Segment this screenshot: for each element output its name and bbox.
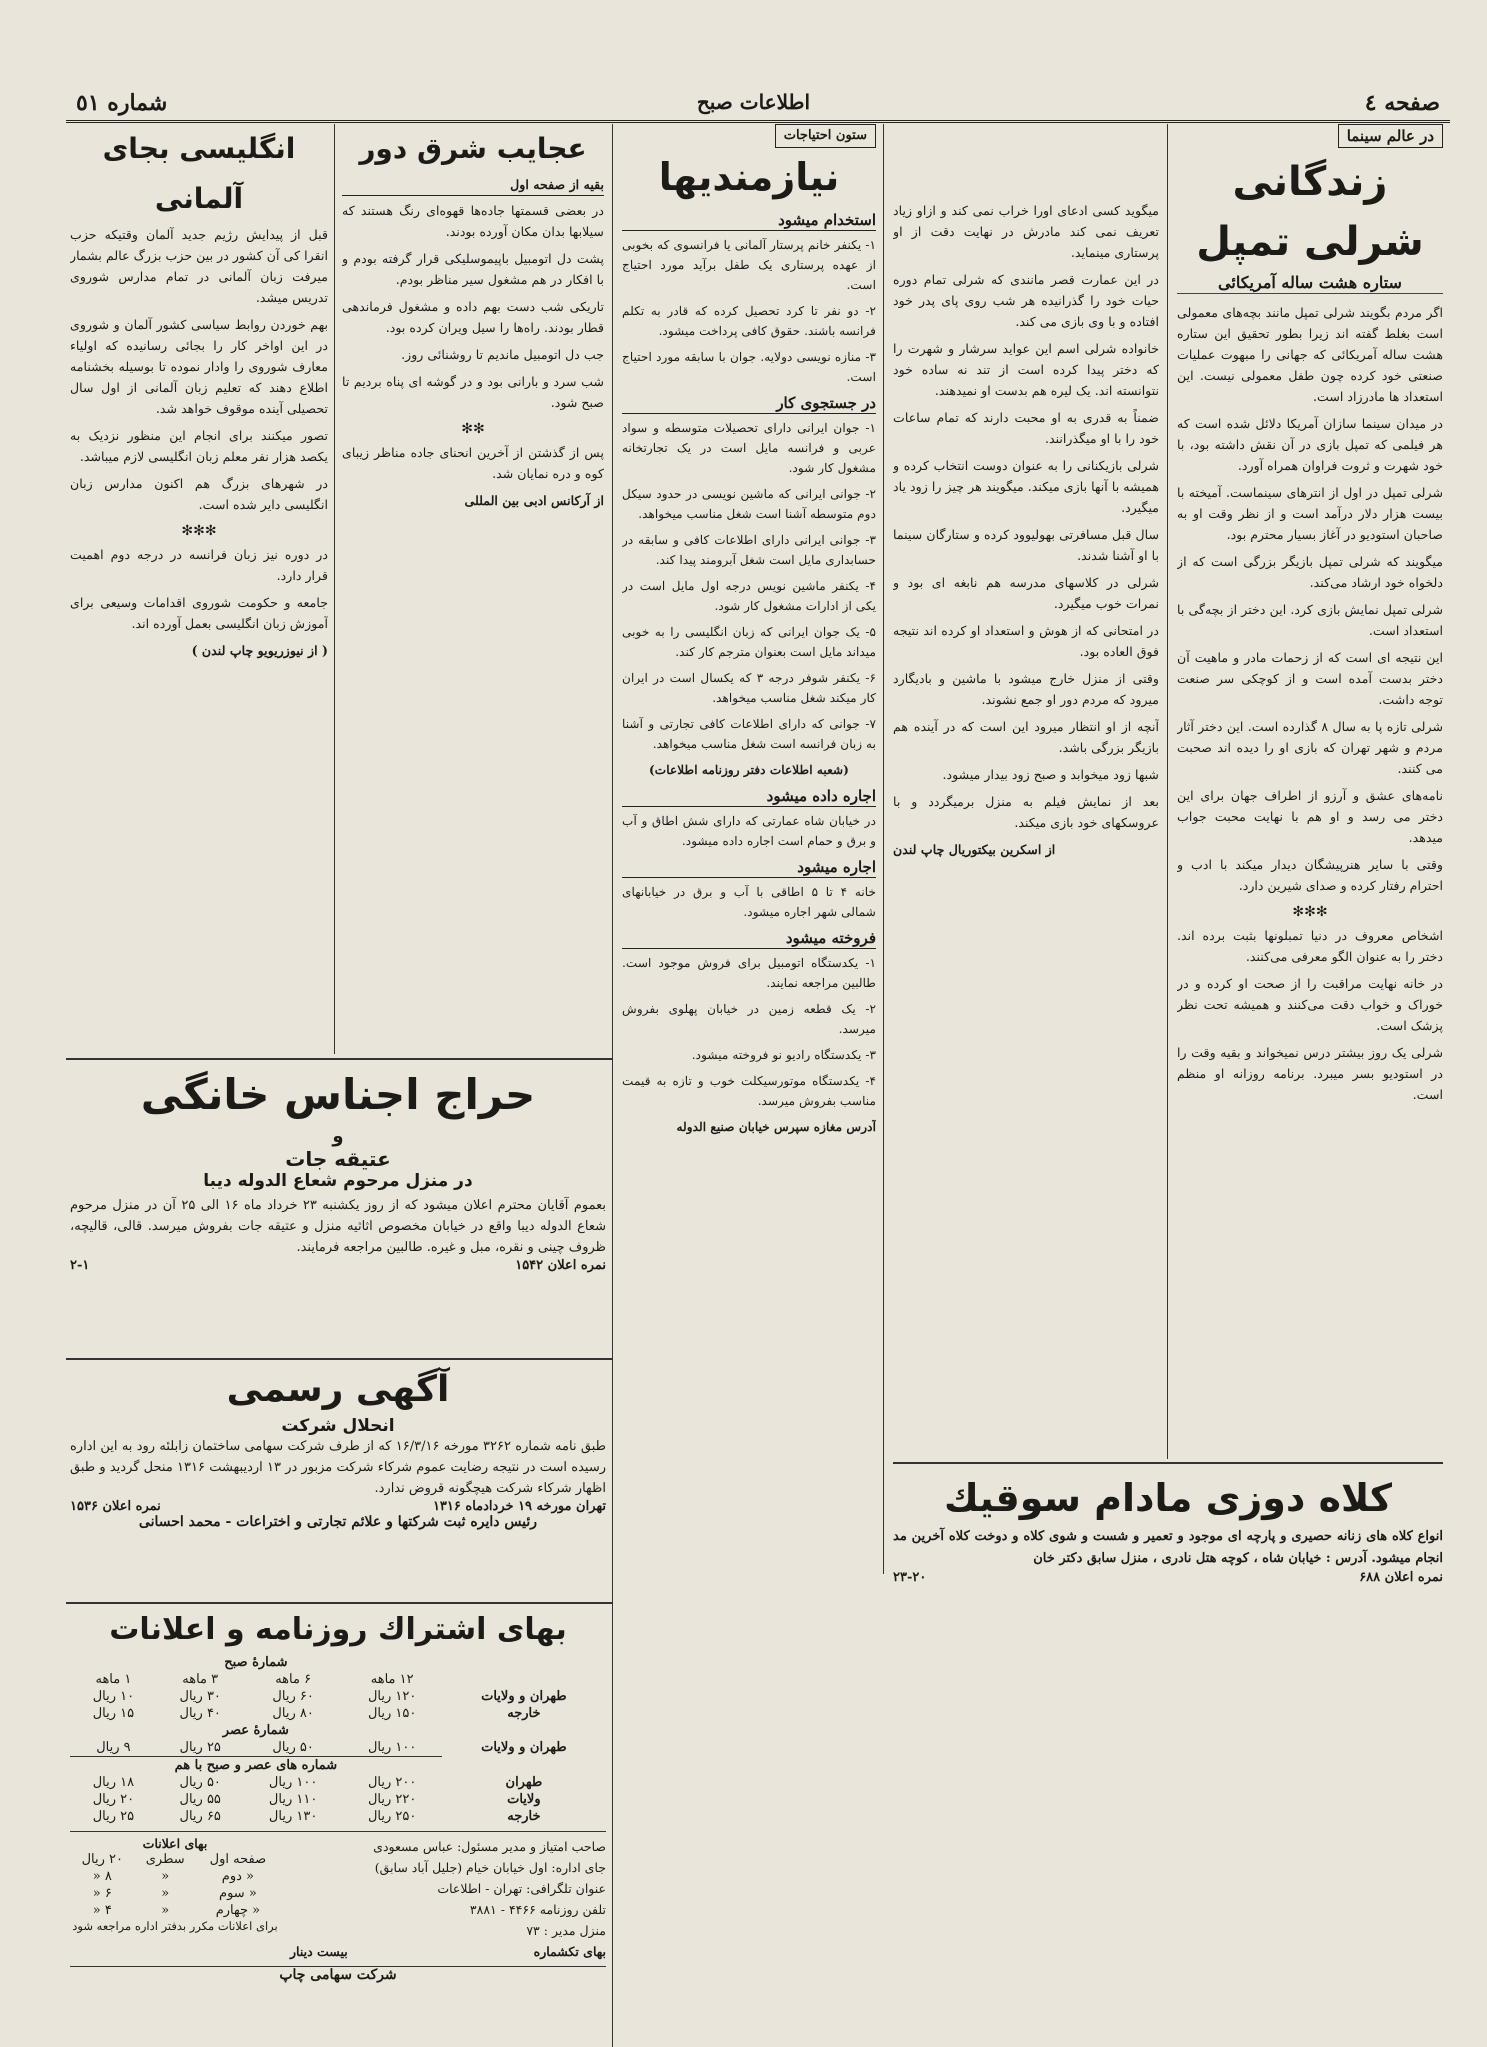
col-head: ۱ ماهه [95,1672,132,1687]
row-label: طهران و ولایات [481,1740,567,1756]
classified-item: ۷- جوانی که دارای اطلاعات کافی تجارتی و آشنا به زبان فرانسه است شغل مناسب میخواهد. [622,717,876,751]
paragraph: تاریکی شب دست بهم داده و مشغول فرماندهی قطار بودند. راه‌ها را سیل ویران کرده بود. [342,299,604,335]
paragraph: در دوره نیز زبان فرانسه در درجه دوم اهمیت قرار دارد. [70,547,328,583]
paragraph: در بعضی قسمتها جاده‌ها قهوه‌ای رنگ هستند که سیلابها بدان مکان آورده بودند. [342,203,604,239]
section-heading: اجاره میشود [622,857,876,878]
ad-title: کلاه دوزی مادام سوقیك [943,1476,1393,1520]
section-tag: ستون احتیاجات [775,124,876,148]
rate-cell: ۱۰ ریال [92,1689,135,1704]
evening-label: شمارهٔ عصر [222,1723,289,1738]
ad-footer [70,1258,606,1273]
article-english-german [70,124,328,1054]
ads-note: برای اعلانات مکرر بدفتر اداره مراجعه شود [72,1919,278,1933]
article-shirley-temple [1177,124,1443,1459]
ad-cell: ۴ « [92,1903,112,1918]
col-head: ۶ ماهه [275,1672,312,1687]
classified-item: ۱- یکنفر خانم پرستار آلمانی یا فرانسوی که بخوبی از عهده پرستاری یک طفل برآید مورد احتیاج است. [622,238,876,292]
ads-rates-table [70,1851,280,1919]
paragraph: نامه‌های عشق و آرزو از اطراف جهان برای این دختر می رسد و او هم با نهایت محبت جواب میدهد. [1177,788,1443,845]
ad-title: حراج اجناس خانگی [140,1070,536,1119]
paragraph: تصور میکنند برای انجام این منظور نزدیک به یکصد هزار نفر معلم زبان انگلیسی لازم میباشد. [70,428,328,464]
row-label: خارجه [507,1809,541,1824]
office-line: جای اداره: اول خیابان خیام (جلیل آباد سابق) [374,1860,606,1875]
rate-cell: ۲۲۰ ریال [367,1792,417,1807]
classified-item: ۳- جوانی ایرانی دارای اطلاعات کافی و سابقه در حسابداری مایل است شغل آبرومند پیدا کند. [622,533,876,567]
rate-cell: ۹ ریال [96,1740,131,1755]
paragraph: میگویند که شرلی تمپل بازیگر بزرگی است که از دلخواه خود ارشاد می‌کند. [1177,554,1443,590]
section-rule [66,1058,612,1060]
rate-cell: ۱۰۰ ریال [367,1740,417,1755]
source-credit: از اسکرین بیکتوریال چاپ لندن [893,842,1056,857]
classified-address: آدرس مغازه سپرس خیابان صنیع الدوله [676,1120,876,1134]
col-head: ۱۲ ماهه [370,1672,414,1687]
classified-item: ۳- منازه نویسی دولایه. جوان با سابقه مورد احتیاج است. [622,350,876,384]
classified-item: ۲- یک قطعه زمین در خیابان پهلوی بفروش میرسد. [622,1002,876,1036]
ad-subtitle: عتیقه جات [285,1147,391,1171]
notice-date: تهران مورخه ۱۹ خردادماه ۱۳۱۶ [432,1499,606,1514]
paragraph: در شهرهای بزرگ هم اکنون مدارس زبان انگلیسی دایر شده است. [70,476,328,512]
paragraph: بعد از نمایش فیلم به منزل برمیگردد و با عروسکهای خود بازی میکند. [893,794,1159,830]
divider-stars-icon: ✻✻✻ [181,523,217,539]
section-rule [66,1358,612,1360]
classified-item: ۶- یکنفر شوفر درجه ۳ که یکسال است در ایران کار میکند شغل مناسب میخواهد. [622,671,876,705]
section-heading: استخدام میشود [622,210,876,231]
rate-cell: ۱۳۰ ریال [268,1809,318,1824]
rate-cell: ۶۵ ریال [179,1809,221,1824]
section-heading: در جستجوی کار [622,393,876,414]
auction-ad [70,1064,606,1354]
paragraph: در این عمارت قصر مانندی که شرلی تمام دوره حیات خود را گذرانیده هر شب روی پای پدر خود افتاده و با وی بازی می کند. [893,272,1159,329]
notice-body: طبق نامه شماره ۳۲۶۲ مورخه ۱۶/۳/۱۶ که از طرف شرکت سهامی ساختمان زابلئه رود به این اداره رسیده است در نتیجه رضایت عموم شرکاء شرکت مزبور در ۱۳ اردیبهشت ۱۳۱۶ منحل گردید و طبق اظهار شرکاء شرکت هیچگونه قروض ندارد. [70,1439,606,1496]
paragraph: شرلی تمپل نمایش بازی کرد. این دختر از بچه‌گی با استعداد است. [1177,602,1443,638]
section-heading: اجاره داده میشود [622,786,876,807]
classified-item: ۴- یکنفر ماشین نویس درجه اول مایل است در یکی از ادارات مشغول کار شود. [622,579,876,613]
paragraph: شرلی تازه پا به سال ۸ گذارده است. این دختر آثار مردم و شهر تهران که بازی او را دیده اند صحبت می کنند. [1177,719,1443,776]
ad-repeat: ۲۳-۲۰ [893,1570,927,1585]
row-label: طهران و ولایات [481,1689,567,1704]
column-rule [883,124,884,1574]
row-label: ولایات [507,1792,541,1807]
telegraph-line: عنوان تلگرافی: تهران - اطلاعات [437,1881,606,1896]
classified-item: ۱- جوان ایرانی دارای تحصیلات متوسطه و سواد عربی و فرانسه مایل است در یک تجارتخانه مشغول کار شود. [622,421,876,475]
section-rule [66,1602,612,1604]
classified-item: ۲- جوانی ایرانی که ماشین نویسی در حدود سیکل دوم متوسطه آشنا است شغل مناسب میخواهد. [622,487,876,521]
owner-line: صاحب امتیاز و مدیر مسئول: عباس مسعودی [373,1839,606,1854]
paragraph: جب دل اتومبیل ماندیم تا روشنائی روز. [401,347,604,362]
ad-footer [893,1570,1443,1585]
hat-shop-ad [893,1470,1443,1615]
ad-cell: سطری [145,1852,185,1867]
notice-title: آگهی رسمی [226,1369,450,1410]
rate-cell: ۲۵۰ ریال [367,1809,417,1824]
subscription-title: بهای اشتراك روزنامه و اعلانات [109,1612,567,1647]
paragraph: در میدان سینما سازان آمریکا دلائل شده است که هر فیلمی که تمپل بازی در آن نقش داشته بود، با خود شهرت و ثروت فراوان همراه آورد. [1177,416,1443,473]
row-label: طهران [505,1775,543,1790]
column-rule [1167,124,1168,1459]
paragraph: پس از گذشتن از آخرین انحنای جاده مناظر زیبای کوه و دره نمایان شد. [342,445,604,481]
ad-body: بعموم آقایان محترم اعلان میشود که از روز یکشنبه ۲۳ خرداد ماه ۱۶ الی ۲۵ آن در منزل مرحوم شعاع الدوله دیبا واقع در خیابان مخصوص اثاثیه منزل و عتیقه جات بفروش میرسد. قالی، قالیچه، ظروف چینی و نقره، مبل و غیره. طالبین مراجعه فرمایند. [70,1198,606,1255]
classifieds-note: (شعبه اطلاعات دفتر روزنامه اطلاعات) [649,763,849,777]
classified-item: در خیابان شاه عمارتی که دارای شش اطاق و آب و برق و حمام است اجاره داده میشود. [622,814,876,848]
ad-cell: صفحه اول [209,1852,267,1867]
paragraph: شبها زود میخوابد و صبح زود بیدار میشود. [942,767,1159,782]
rate-cell: ۲۰۰ ریال [367,1775,417,1790]
rate-cell: ۶۰ ریال [272,1689,314,1704]
notice-subtitle: انحلال شرکت [281,1416,395,1436]
classified-item: خانه ۴ تا ۵ اطاقی با آب و برق در خیابانهای شمالی شهر اجاره میشود. [622,885,876,919]
col-head: ۳ ماهه [182,1672,219,1687]
classified-item: ۴- یکدستگاه موتورسیکلت خوب و تازه به قیمت مناسب بفروش میرسد. [622,1074,876,1108]
classifieds-title: نیازمندیها [658,155,840,199]
source-credit: ( از نیوزریویو چاپ لندن ) [191,643,328,658]
paragraph: وقتی از منزل خارج میشود با ماشین و بادیگارد میرود که مردم دور او جمع نشوند. [893,671,1159,707]
paragraph: میگوید کسی ادعای اورا خراب نمی کند و ازاو زیاد تعریف نمی کند مادرش در نهایت دقت از او پرستاری مینماید. [893,203,1159,260]
classified-item: ۵- یک جوان ایرانی که زبان انگلیسی را به خوبی میداند مایل است بعنوان مترجم کار کند. [622,625,876,659]
ad-place: در منزل مرحوم شعاع الدوله دیبا [203,1171,473,1191]
ad-body: انواع کلاه های زنانه حصیری و پارچه ای موجود و تعمیر و شست و شوی کلاه و دوخت کلاه آخرین مد انجام میشود. آدرس : خیابان شاه ، کوچه هتل نادری ، منزل سابق دکتر خان [893,1529,1443,1566]
article-title: انگلیسی بجای آلمانی [102,132,296,215]
ads-title: بهای اعلانات [142,1836,208,1851]
notice-number: نمره اعلان ۱۵۳۶ [70,1499,161,1514]
notice-signature: رئیس دایره ثبت شرکتها و علائم تجارتی و اختراعات - محمد احسانی [138,1514,538,1530]
page-number: صفحه ٤ [1364,90,1440,116]
ad-cell: « [161,1869,170,1884]
rate-cell: ۱۵۰ ریال [367,1706,417,1721]
ads-rates [70,1836,280,1962]
single-copy-price [290,1941,606,1962]
morning-label: شمارهٔ صبح [224,1655,288,1670]
paragraph: در امتحانی که از هوش و استعداد او کرده اند نتیجه فوق العاده بود. [893,623,1159,659]
article-title: زندگانی شرلی تمپل [1196,159,1424,265]
rate-cell: ۵۵ ریال [179,1792,221,1807]
paragraph: شرلی در کلاسهای مدرسه هم نابغه ای بود و نمرات خوب میگیرد. [893,575,1159,611]
printer-credit: شرکت سهامی چاپ [70,1966,606,1983]
ad-cell: ۲۰ ریال [81,1852,123,1867]
paragraph: در خانه نهایت مراقبت را از صحت او کرده و در خوراک و خواب دقت می‌کنند و همیشه تحت نظر پزشک است. [1177,976,1443,1033]
ad-cell: ۶ « [92,1886,112,1901]
paragraph: اشخاص معروف در دنیا تمبلونها بثبت برده اند. دختر را به عنوان الگو معرفی می‌کنند. [1177,928,1443,964]
paragraph: خانواده شرلی اسم این عواید سرشار و شهرت را که دختر پیدا کرده است از تند نه ساده خود نتوانسته اند. یک لیره هم بدست او نمیدهند. [893,341,1159,398]
row-label: خارجه [507,1706,541,1721]
notice-meta [70,1499,606,1514]
paragraph: شرلی تمپل در اول از انترهای سینماست. آمیخته با بیست هزار دلار درآمد است و از نظر وقت او به صاحبان استودیو در آغاز بسیار محترم بود. [1177,485,1443,542]
rate-cell: ۱۰۰ ریال [268,1775,318,1790]
classified-item: ۲- دو نفر تا کرد تحصیل کرده که قادر به تکلم فرانسه باشند. حقوق کافی پرداخت میشود. [622,304,876,338]
section-heading: فروخته میشود [622,928,876,949]
classified-item: ۳- یکدستگاه رادیو نو فروخته میشود. [691,1048,876,1062]
rate-cell: ۲۵ ریال [179,1740,221,1755]
paragraph: اگر مردم بگویند شرلی تمپل مانند بچه‌های معمولی است بغلط گفته اند زیرا بطور تحقیق این ستاره هشت ساله آمریکائی که جهانی را مبهوت عملیات صنعتی خود کرده چون طفل معمولی نیست. این استعداد ها مادرزاد است. [1177,305,1443,404]
rate-cell: ۱۵ ریال [92,1706,135,1721]
rate-cell: ۵۰ ریال [179,1775,221,1790]
divider-stars-icon: ✻✻ [461,421,485,437]
ad-cell: « [161,1903,170,1918]
column-rule [334,124,335,1054]
article-far-east [342,124,604,1054]
ad-repeat: ۲-۱ [70,1258,90,1273]
article-title: عجایب شرق دور [359,132,587,165]
both-label: شماره های عصر و صبح با هم [70,1757,442,1775]
ad-cell: « دوم [221,1869,254,1884]
classified-item: ۱- یکدستگاه اتومبیل برای فروش موجود است. طالبین مراجعه نمایند. [622,956,876,990]
continued-label: بقیه از صفحه اول [342,174,604,196]
phone-line: تلفن روزنامه ۴۴۶۶ - ۳۸۸۱ [469,1902,606,1917]
publisher-details [290,1836,606,1962]
ad-cell: « چهارم [215,1903,261,1918]
section-tag: در عالم سینما [1338,124,1443,148]
divider-stars-icon: ✻✻✻ [1292,904,1328,920]
source-credit: از آرکانس ادبی بین المللی [464,493,604,508]
publisher-info [70,1831,606,1962]
paragraph: بهم خوردن روابط سیاسی کشور آلمان و شوروی در این اواخر کار را بجائی رسانیده که اولیاء معارف شوروی را وادار نموده تا بوسیله بخشنامه اطلاع دهند که تعلیم زبان آلمانی از اول سال تحصیلی آینده موقوف خواهد شد. [70,317,328,416]
ad-cell: « سوم [219,1886,257,1901]
single-price: بیست دینار [290,1944,348,1959]
morning-rates-table [70,1654,606,1825]
rate-cell: ۱۲۰ ریال [367,1689,417,1704]
ad-number: نمره اعلان ۱۵۴۲ [515,1258,606,1273]
ad-number: نمره اعلان ۶۸۸ [1359,1570,1443,1585]
paragraph: ضمناً به قدری به او محبت دارند که تمام ساعات خود را با او میگذرانند. [893,410,1159,446]
paragraph: این نتیجه ای است که از زحمات مادر و ماهیت آن دختر بدست آمده است و از کوچکی سر صنعت توجه داشت. [1177,650,1443,707]
rate-cell: ۱۱۰ ریال [268,1792,318,1807]
rate-cell: ۵۰ ریال [272,1740,314,1755]
paragraph: شرلی بازیکنانی را به عنوان دوست انتخاب کرده و همیشه با آنها بازی میکند. میگویند هر چیز را زود یاد میگیرد. [893,458,1159,515]
paragraph: سال قبل مسافرتی بهولیوود کرده و ستارگان سینما با او آشنا شدند. [893,527,1159,563]
article-subtitle: ستاره هشت ساله آمریکائی [1177,272,1443,294]
rate-cell: ۴۰ ریال [179,1706,221,1721]
ad-cell: « [161,1886,170,1901]
section-rule [893,1462,1443,1464]
paragraph: جامعه و حکومت شوروی اقدامات وسیعی برای آموزش زبان انگلیسی بعمل آورده اند. [70,595,328,631]
classifieds-column [622,124,876,2044]
ad-cell: ۸ « [92,1869,112,1884]
paragraph: قبل از پیدایش رژیم جدید آلمان وقتیکه حزب انقرا کی آن کشور در بین حزب بزرگ عالم بشمار میرفت زبان آلمانی در تمام مدارس شوروی تدریس میشد. [70,227,328,305]
single-label: بهای تکشماره [533,1944,606,1959]
rate-cell: ۳۰ ریال [179,1689,221,1704]
paper-name: اطلاعات صبح [696,90,810,114]
paragraph: آنچه از او انتظار میرود این است که در آینده هم بازیگر بزرگی باشد. [893,719,1159,755]
article-shirley-temple-cont [893,200,1159,1455]
rate-cell: ۱۸ ریال [92,1775,135,1790]
official-notice [70,1364,606,1599]
subscription-box [70,1606,606,2042]
paragraph: وقتی با سایر هنرپیشگان دیدار میکند با ادب و احترام رفتار کرده و صدای شیرین دارد. [1177,857,1443,893]
ad-and: و [332,1126,344,1147]
issue-number: شماره ٥١ [76,90,168,116]
paragraph: شرلی یک روز بیشتر درس نمیخواند و بقیه وقت را در استودیو بسر میبرد. برنامه روزانه او منظم است. [1177,1045,1443,1102]
paragraph: شب سرد و بارانی بود و در گوشه ای پناه بردیم تا صبح شود. [342,374,604,410]
rate-cell: ۲۵ ریال [92,1809,135,1824]
home-line: منزل مدیر : ۷۳ [526,1923,606,1938]
column-rule [612,124,613,2047]
rate-cell: ۲۰ ریال [92,1792,135,1807]
rate-cell: ۸۰ ریال [272,1706,314,1721]
page-header [66,86,1450,123]
paragraph: پشت دل اتومبیل باپیموسلیکی قرار گرفته بودم و با افکار در هم مشغول سیر مناظر بودم. [342,251,604,287]
